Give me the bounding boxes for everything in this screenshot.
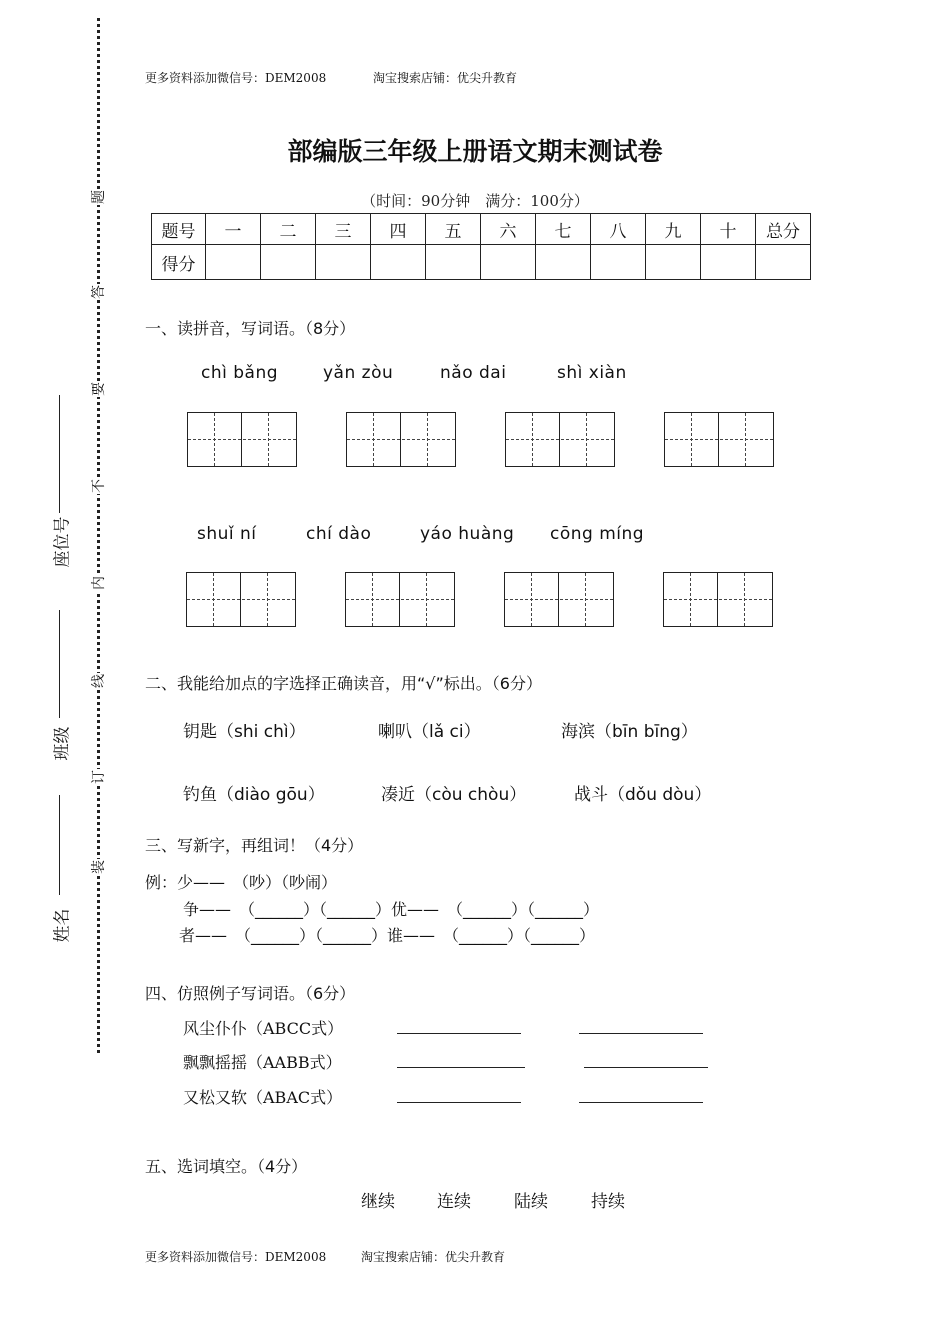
reading-choice-item[interactable]: 喇叭（lǎ ci） xyxy=(378,722,481,742)
imitation-example: 飘飘摇摇（AABB式） xyxy=(183,1053,342,1072)
writing-grid[interactable] xyxy=(186,572,296,627)
seat-number-blank xyxy=(59,395,60,513)
reading-choice-item[interactable]: 战斗（dǒu dòu） xyxy=(574,785,712,805)
pinyin-label: shuǐ ní xyxy=(197,524,257,544)
section4-heading: 四、仿照例子写词语。（6分） xyxy=(145,984,356,1003)
score-input-cell[interactable] xyxy=(481,245,536,280)
table-cell: 七 xyxy=(536,214,591,245)
binding-dotted-line xyxy=(97,18,100,1053)
header-wechat-note: 更多资料添加微信号：DEM2008 xyxy=(145,71,327,85)
binding-char: 订 xyxy=(91,770,107,784)
section3-line[interactable]: 者—— （______）（______）谁—— （______）（______） xyxy=(179,926,596,945)
table-cell: 二 xyxy=(261,214,316,245)
score-input-cell[interactable] xyxy=(316,245,371,280)
table-cell: 三 xyxy=(316,214,371,245)
footer-wechat-note: 更多资料添加微信号：DEM2008 xyxy=(145,1250,327,1264)
pinyin-label: chí dào xyxy=(306,524,372,544)
seat-number-label: 座位号 xyxy=(52,516,73,568)
section3-line[interactable]: 争—— （______）（______）优—— （______）（______） xyxy=(183,900,600,919)
footer-shop-note: 淘宝搜索店铺：优尖升教育 xyxy=(361,1250,506,1264)
writing-grid[interactable] xyxy=(504,572,614,627)
binding-char: 不 xyxy=(91,479,107,493)
writing-grid[interactable] xyxy=(346,412,456,467)
answer-blank[interactable] xyxy=(397,1102,521,1103)
section3-example: 例：少—— （吵）（吵闹） xyxy=(145,873,338,892)
reading-choice-item[interactable]: 海滨（bīn bīng） xyxy=(561,722,698,742)
table-cell: 五 xyxy=(426,214,481,245)
page-title: 部编版三年级上册语文期末测试卷 xyxy=(287,137,663,166)
pinyin-label: yǎn zòu xyxy=(323,363,394,383)
section5-heading: 五、选词填空。（4分） xyxy=(145,1157,308,1176)
section2-heading: 二、我能给加点的字选择正确读音，用“√”标出。（6分） xyxy=(145,674,542,693)
binding-char: 线 xyxy=(91,674,107,688)
reading-choice-item[interactable]: 钥匙（shi chì） xyxy=(183,722,306,742)
imitation-example: 风尘仆仆（ABCC式） xyxy=(183,1019,344,1038)
name-blank xyxy=(59,795,60,895)
table-cell: 题号 xyxy=(152,214,206,245)
writing-grid[interactable] xyxy=(187,412,297,467)
word-choice: 持续 xyxy=(591,1192,625,1212)
table-cell: 四 xyxy=(371,214,426,245)
score-input-cell[interactable] xyxy=(206,245,261,280)
answer-blank[interactable] xyxy=(397,1067,525,1068)
writing-grid[interactable] xyxy=(663,572,773,627)
table-cell: 八 xyxy=(591,214,646,245)
binding-char: 内 xyxy=(91,576,107,590)
score-table-score-row xyxy=(152,245,811,280)
table-cell: 十 xyxy=(701,214,756,245)
header-shop-note: 淘宝搜索店铺：优尖升教育 xyxy=(373,71,518,85)
score-input-cell[interactable] xyxy=(261,245,316,280)
word-choice: 继续 xyxy=(361,1192,395,1212)
answer-blank[interactable] xyxy=(579,1102,703,1103)
table-cell: 六 xyxy=(481,214,536,245)
pinyin-label: nǎo dai xyxy=(440,363,507,383)
score-input-cell[interactable] xyxy=(701,245,756,280)
pinyin-label: chì bǎng xyxy=(201,363,279,383)
pinyin-label: cōng míng xyxy=(550,524,645,544)
pinyin-label: shì xiàn xyxy=(557,363,627,383)
writing-grid[interactable] xyxy=(664,412,774,467)
section3-heading: 三、写新字，再组词！（4分） xyxy=(145,836,364,855)
answer-blank[interactable] xyxy=(397,1033,521,1034)
score-table xyxy=(151,213,811,280)
table-cell: 九 xyxy=(646,214,701,245)
reading-choice-item[interactable]: 钓鱼（diào gōu） xyxy=(183,785,325,805)
answer-blank[interactable] xyxy=(579,1033,703,1034)
pinyin-label: yáo huàng xyxy=(420,524,515,544)
score-input-cell[interactable] xyxy=(646,245,701,280)
table-cell: 一 xyxy=(206,214,261,245)
writing-grid[interactable] xyxy=(505,412,615,467)
name-label: 姓名 xyxy=(52,908,73,943)
table-cell: 得分 xyxy=(152,245,206,280)
word-choice: 连续 xyxy=(437,1192,471,1212)
binding-char: 装 xyxy=(91,860,107,874)
section1-heading: 一、读拼音，写词语。（8分） xyxy=(145,319,356,338)
binding-char: 题 xyxy=(91,190,107,204)
binding-char: 答 xyxy=(91,285,107,299)
writing-grid[interactable] xyxy=(345,572,455,627)
reading-choice-item[interactable]: 凑近（còu chòu） xyxy=(381,785,527,805)
class-blank xyxy=(59,610,60,718)
class-label: 班级 xyxy=(52,726,73,761)
imitation-example: 又松又软（ABAC式） xyxy=(183,1088,343,1107)
score-input-cell[interactable] xyxy=(756,245,811,280)
score-input-cell[interactable] xyxy=(591,245,646,280)
score-table-header-row xyxy=(152,214,811,245)
answer-blank[interactable] xyxy=(584,1067,708,1068)
word-choice: 陆续 xyxy=(514,1192,548,1212)
table-cell: 总分 xyxy=(756,214,811,245)
page-subtitle: （时间：90分钟 满分：100分） xyxy=(361,192,589,210)
binding-char: 要 xyxy=(91,382,107,396)
score-input-cell[interactable] xyxy=(426,245,481,280)
score-input-cell[interactable] xyxy=(536,245,591,280)
score-input-cell[interactable] xyxy=(371,245,426,280)
